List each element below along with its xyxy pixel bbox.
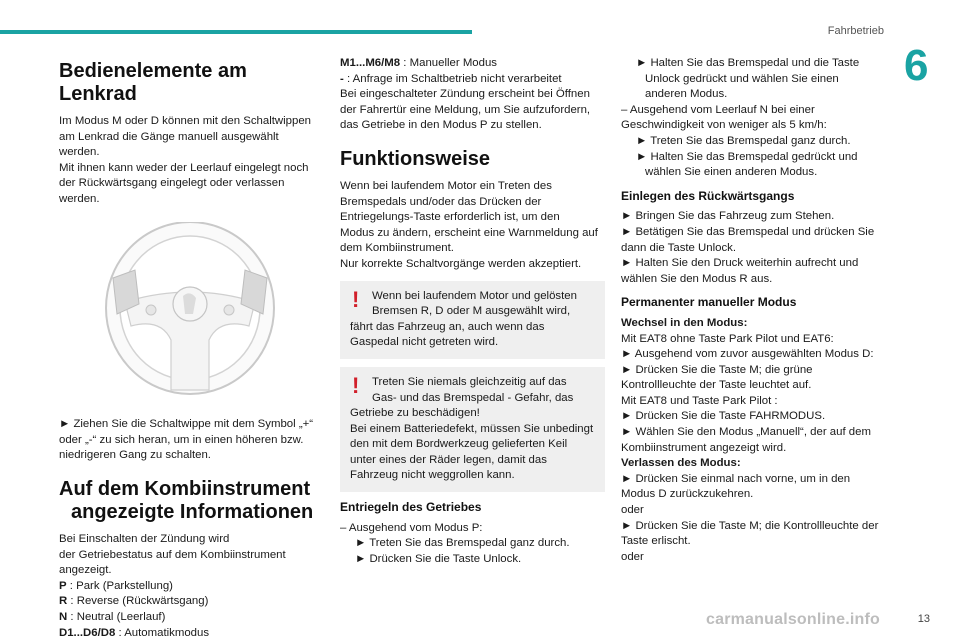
section-title-instrument-info: Auf dem Kombiinstrument angezeigte Informationen [59, 478, 321, 524]
watermark: carmanualsonline.info [706, 612, 880, 628]
column-2 [340, 56, 605, 567]
text-line: den mit dem Bordwerkzeug gelieferten Keil [350, 437, 597, 453]
text-line: ► Drücken Sie die Taste Unlock. [340, 552, 605, 568]
text-line: niedrigeren Gang zu schalten. [59, 448, 321, 464]
column-3 [621, 56, 891, 565]
text-line: werden. [59, 145, 321, 161]
text-line: Bei Einschalten der Zündung wird [59, 532, 321, 548]
text-line: Mit EAT8 ohne Taste Park Pilot und EAT6: [621, 332, 891, 348]
text-line: Wenn bei laufendem Motor ein Treten des [340, 179, 605, 195]
text-line: Verlassen des Modus: [621, 456, 891, 472]
text-line: anderen Modus. [621, 87, 891, 103]
text-line: wählen Sie den Modus R aus. [621, 272, 891, 288]
text-line: Gaspedal nicht getreten wird. [350, 335, 597, 351]
text-line: am Lenkrad die Gänge manuell ausgewählt [59, 130, 321, 146]
mode-line: - : Anfrage im Schaltbetrieb nicht verarbeitet [340, 72, 605, 88]
text-line: werden. [59, 192, 321, 208]
instrument-info-text [59, 532, 321, 641]
text-line: Geschwindigkeit von weniger als 5 km/h: [621, 118, 891, 134]
text-line: Kombiinstrument angezeigt wird. [621, 441, 891, 457]
section-title-functionality: Funktionsweise [340, 148, 605, 171]
text-line: Getriebe zu beschädigen! [350, 406, 597, 422]
unlock-steps-continued [621, 56, 891, 181]
text-line: ► Treten Sie das Bremspedal ganz durch. [340, 536, 605, 552]
text-line: Im Modus M oder D können mit den Schaltwippen [59, 114, 321, 130]
text-line: Unlock gedrückt und wählen Sie einen [621, 72, 891, 88]
text-line: Mit ihnen kann weder der Leerlauf eingelegt noch [59, 161, 321, 177]
text-line: ► Drücken Sie die Taste M; die grüne [621, 363, 891, 379]
text-line: ► Bringen Sie das Fahrzeug zum Stehen. [621, 209, 891, 225]
header-accent-bar [0, 30, 472, 34]
subtitle-unlock: Entriegeln des Getriebes [340, 500, 605, 516]
text-line: Bremspedals und/oder das Drücken der [340, 195, 605, 211]
text-line: oder [621, 550, 891, 566]
text-line: Entriegelungs-Taste erforderlich ist, um den [340, 210, 605, 226]
text-line: ► Ausgehend vom zuvor ausgewählten Modus D: [621, 347, 891, 363]
column-1 [59, 56, 321, 641]
subtitle-permanent-manual: Permanenter manueller Modus [621, 295, 891, 311]
text-line: Treten Sie niemals gleichzeitig auf das [350, 375, 597, 391]
text-line: Wechsel in den Modus: [621, 316, 891, 332]
steering-intro [59, 114, 321, 208]
page-number: 13 [918, 612, 930, 628]
text-line: Bremsen R, D oder M ausgewählt wird, [350, 304, 597, 320]
text-line: der Fahrertür eine Meldung, um Sie aufzufordern, [340, 103, 605, 119]
warning-box-rolling [340, 281, 605, 359]
text-line: angezeigt. [59, 563, 321, 579]
paddle-instructions [59, 417, 321, 464]
text-line: Wenn bei laufendem Motor und gelösten [350, 289, 597, 305]
text-line: fährt das Fahrzeug an, auch wenn das [350, 320, 597, 336]
text-line: oder [621, 503, 891, 519]
text-line: dann die Taste Unlock. [621, 241, 891, 257]
text-line: dem Kombiinstrument. [340, 241, 605, 257]
text-line: Kontrollleuchte der Taste leuchtet auf. [621, 378, 891, 394]
text-line: der Getriebestatus auf dem Kombiinstrument [59, 548, 321, 564]
mode-line: P : Park (Parkstellung) [59, 579, 321, 595]
text-line: ► Ziehen Sie die Schaltwippe mit dem Symbol „+“ [59, 417, 321, 433]
text-line: ► Betätigen Sie das Bremspedal und drücken Sie [621, 225, 891, 241]
text-line: Modus D zurückzukehren. [621, 487, 891, 503]
text-line: ► Halten Sie das Bremspedal gedrückt und [621, 150, 891, 166]
text-line: das Getriebe in den Modus P zu stellen. [340, 118, 605, 134]
warning-icon: ! [352, 289, 359, 311]
reverse-steps [621, 209, 891, 287]
text-line: Bei einem Batteriedefekt, müssen Sie unbedingt [350, 422, 597, 438]
text-line: Taste erlischt. [621, 534, 891, 550]
text-line: Fahrzeug nicht weggrollen kann. [350, 468, 597, 484]
functionality-text [340, 179, 605, 273]
permanent-manual-steps [621, 316, 891, 566]
steering-wheel-illustration [59, 222, 321, 402]
text-line: ► Drücken Sie die Taste FAHRMODUS. [621, 409, 891, 425]
unlock-steps [340, 521, 605, 568]
text-line: unter eines der Räder legen, damit das [350, 453, 597, 469]
text-line: Gas- und das Bremspedal - Gefahr, das [350, 391, 597, 407]
text-line: ► Drücken Sie einmal nach vorne, um in den [621, 472, 891, 488]
text-line: ► Halten Sie den Druck weiterhin aufrecht und [621, 256, 891, 272]
mode-line: R : Reverse (Rückwärtsgang) [59, 594, 321, 610]
running-header: Fahrbetrieb [828, 24, 884, 40]
text-line: ► Halten Sie das Bremspedal und die Taste [621, 56, 891, 72]
text-line: – Ausgehend vom Leerlauf N bei einer [621, 103, 891, 119]
warning-icon: ! [352, 375, 359, 397]
mode-line: N : Neutral (Leerlauf) [59, 610, 321, 626]
text-line: wählen Sie einen anderen Modus. [621, 165, 891, 181]
section-title-steering-controls: Bedienelemente am Lenkrad [59, 60, 321, 106]
text-line: ► Wählen Sie den Modus „Manuell“, der auf dem [621, 425, 891, 441]
mode-list-continued [340, 56, 605, 134]
text-line: Modus zu ändern, erscheint eine Warnmeldung auf [340, 226, 605, 242]
text-line: Nur korrekte Schaltvorgänge werden akzeptiert. [340, 257, 605, 273]
text-line: Mit EAT8 und Taste Park Pilot : [621, 394, 891, 410]
text-line: oder „-“ zu sich heran, um in einen höheren bzw. [59, 433, 321, 449]
warning-box-pedals [340, 367, 605, 492]
mode-line: D1...D6/D8 : Automatikmodus [59, 626, 321, 641]
chapter-number: 6 [904, 44, 928, 88]
text-line: ► Drücken Sie die Taste M; die Kontrollleuchte der [621, 519, 891, 535]
text-line: – Ausgehend vom Modus P: [340, 521, 605, 537]
text-line: Bei eingeschalteter Zündung erscheint bei Öffnen [340, 87, 605, 103]
text-line: der Rückwärtsgang eingelegt oder verlassen [59, 176, 321, 192]
mode-line: M1...M6/M8 : Manueller Modus [340, 56, 605, 72]
subtitle-reverse: Einlegen des Rückwärtsgangs [621, 189, 891, 205]
text-line: ► Treten Sie das Bremspedal ganz durch. [621, 134, 891, 150]
